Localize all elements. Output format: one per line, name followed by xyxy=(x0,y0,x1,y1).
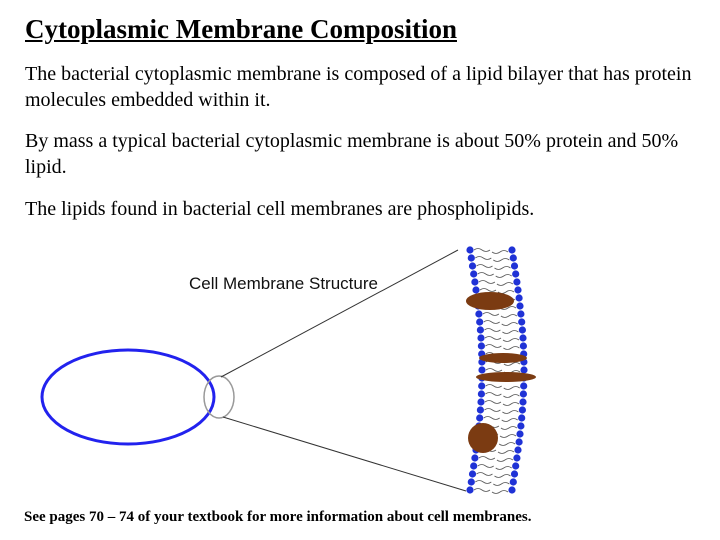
lipid-head-inner xyxy=(517,310,524,317)
lipid-tail xyxy=(497,283,513,286)
lipid-head-outer xyxy=(476,318,483,325)
lipid-head-inner xyxy=(514,286,521,293)
lipid-tail xyxy=(486,369,502,372)
lipid-tail xyxy=(500,435,516,438)
lipid-head-outer xyxy=(468,254,475,261)
lipid-head-inner xyxy=(508,246,515,253)
lipid-head-inner xyxy=(519,406,526,413)
lipid-head-outer xyxy=(478,382,485,389)
lipid-head-outer xyxy=(476,414,483,421)
lipid-tail xyxy=(493,483,509,486)
lipid-tail xyxy=(503,395,519,398)
lipid-head-outer xyxy=(478,342,485,349)
lipid-tail xyxy=(503,347,519,350)
lipid-head-inner xyxy=(516,302,523,309)
lipid-tail xyxy=(499,443,515,446)
textbook-reference: See pages 70 – 74 of your textbook for more information about cell membranes. xyxy=(24,509,532,525)
lipid-head-outer xyxy=(477,326,484,333)
lipid-bilayer xyxy=(466,246,527,493)
lipid-tail xyxy=(495,267,511,270)
lipid-tail xyxy=(477,473,493,476)
paragraph-mass-composition: By mass a typical bacterial cytoplasmic membrane is about 50% protein and 50% lipid. xyxy=(25,130,679,178)
lipid-tail xyxy=(498,451,514,454)
lipid-head-outer xyxy=(475,310,482,317)
lipid-head-outer xyxy=(477,398,484,405)
lipid-tail xyxy=(495,475,511,478)
lipid-tail xyxy=(485,337,501,340)
protein-1 xyxy=(466,292,514,310)
lipid-head-inner xyxy=(520,382,527,389)
lipid-tail xyxy=(475,257,491,260)
lipid-tail xyxy=(492,251,508,254)
lipid-head-inner xyxy=(513,278,520,285)
diagram-label: Cell Membrane Structure xyxy=(189,274,378,293)
lipid-tail xyxy=(479,457,495,460)
lipid-tail xyxy=(475,481,491,484)
lipid-tail xyxy=(496,275,512,278)
lipid-head-outer xyxy=(466,486,473,493)
lipid-tail xyxy=(502,411,518,414)
lipid-head-inner xyxy=(520,366,527,373)
lipid-tail xyxy=(480,289,496,292)
zoom-line-top xyxy=(221,250,458,377)
lipid-tail xyxy=(501,315,517,318)
lipid-head-outer xyxy=(478,366,485,373)
lipid-tail xyxy=(474,249,490,252)
lipid-tail xyxy=(503,403,519,406)
lipid-head-inner xyxy=(511,262,518,269)
lipid-head-outer xyxy=(469,262,476,269)
lipid-head-inner xyxy=(519,326,526,333)
lipid-head-inner xyxy=(518,318,525,325)
lipid-head-outer xyxy=(466,246,473,253)
lipid-head-inner xyxy=(519,398,526,405)
protein-2 xyxy=(479,353,527,363)
lipid-tail xyxy=(501,427,517,430)
lipid-tail xyxy=(493,259,509,262)
lipid-tail xyxy=(484,417,500,420)
lipid-tail xyxy=(504,387,520,390)
lipid-head-inner xyxy=(520,390,527,397)
lipid-head-inner xyxy=(518,414,525,421)
lipid-head-inner xyxy=(508,486,515,493)
lipid-head-inner xyxy=(513,454,520,461)
lipid-tail xyxy=(484,409,500,412)
zoom-line-bottom xyxy=(223,417,466,491)
lipid-head-inner xyxy=(516,294,523,301)
lipid-head-inner xyxy=(512,270,519,277)
lipid-tail xyxy=(497,459,513,462)
lipid-tail xyxy=(483,313,499,316)
lipid-tail xyxy=(484,321,500,324)
lipid-tail xyxy=(474,489,490,492)
lipid-tail xyxy=(484,329,500,332)
lipid-tail xyxy=(496,467,512,470)
lipid-tail xyxy=(485,401,501,404)
lipid-head-outer xyxy=(477,406,484,413)
lipid-tail xyxy=(479,281,495,284)
lipid-tail xyxy=(502,419,518,422)
lipid-head-inner xyxy=(516,430,523,437)
lipid-tail xyxy=(485,393,501,396)
lipid-head-outer xyxy=(471,278,478,285)
paragraph-bilayer: The bacterial cytoplasmic membrane is composed of a lipid bilayer that has protein molecules embedded within it. xyxy=(25,63,692,111)
lipid-tail xyxy=(492,491,508,494)
lipid-head-outer xyxy=(477,334,484,341)
lipid-head-inner xyxy=(514,446,521,453)
zoom-circle xyxy=(204,376,234,418)
lipid-head-inner xyxy=(517,422,524,429)
lipid-head-outer xyxy=(470,270,477,277)
protein-4 xyxy=(468,423,498,453)
lipid-head-outer xyxy=(469,470,476,477)
lipid-tail xyxy=(502,323,518,326)
lipid-tail xyxy=(502,331,518,334)
lipid-head-outer xyxy=(472,286,479,293)
lipid-tail xyxy=(485,345,501,348)
lipid-head-inner xyxy=(510,254,517,261)
lipid-head-outer xyxy=(470,462,477,469)
lipid-tail xyxy=(478,465,494,468)
lipid-head-outer xyxy=(478,390,485,397)
lipid-head-inner xyxy=(519,334,526,341)
lipid-tail xyxy=(478,273,494,276)
lipid-tail xyxy=(477,265,493,268)
lipid-head-inner xyxy=(510,478,517,485)
lipid-head-inner xyxy=(520,342,527,349)
lipid-tail xyxy=(503,339,519,342)
bacterial-cell-outline xyxy=(42,350,214,444)
paragraph-phospholipids: The lipids found in bacterial cell membranes are phospholipids. xyxy=(25,198,535,220)
page-title: Cytoplasmic Membrane Composition xyxy=(25,14,457,44)
protein-3 xyxy=(476,372,536,382)
lipid-head-outer xyxy=(471,454,478,461)
lipid-tail xyxy=(486,385,502,388)
lipid-head-inner xyxy=(516,438,523,445)
lipid-head-inner xyxy=(511,470,518,477)
lipid-head-outer xyxy=(468,478,475,485)
lipid-head-inner xyxy=(512,462,519,469)
